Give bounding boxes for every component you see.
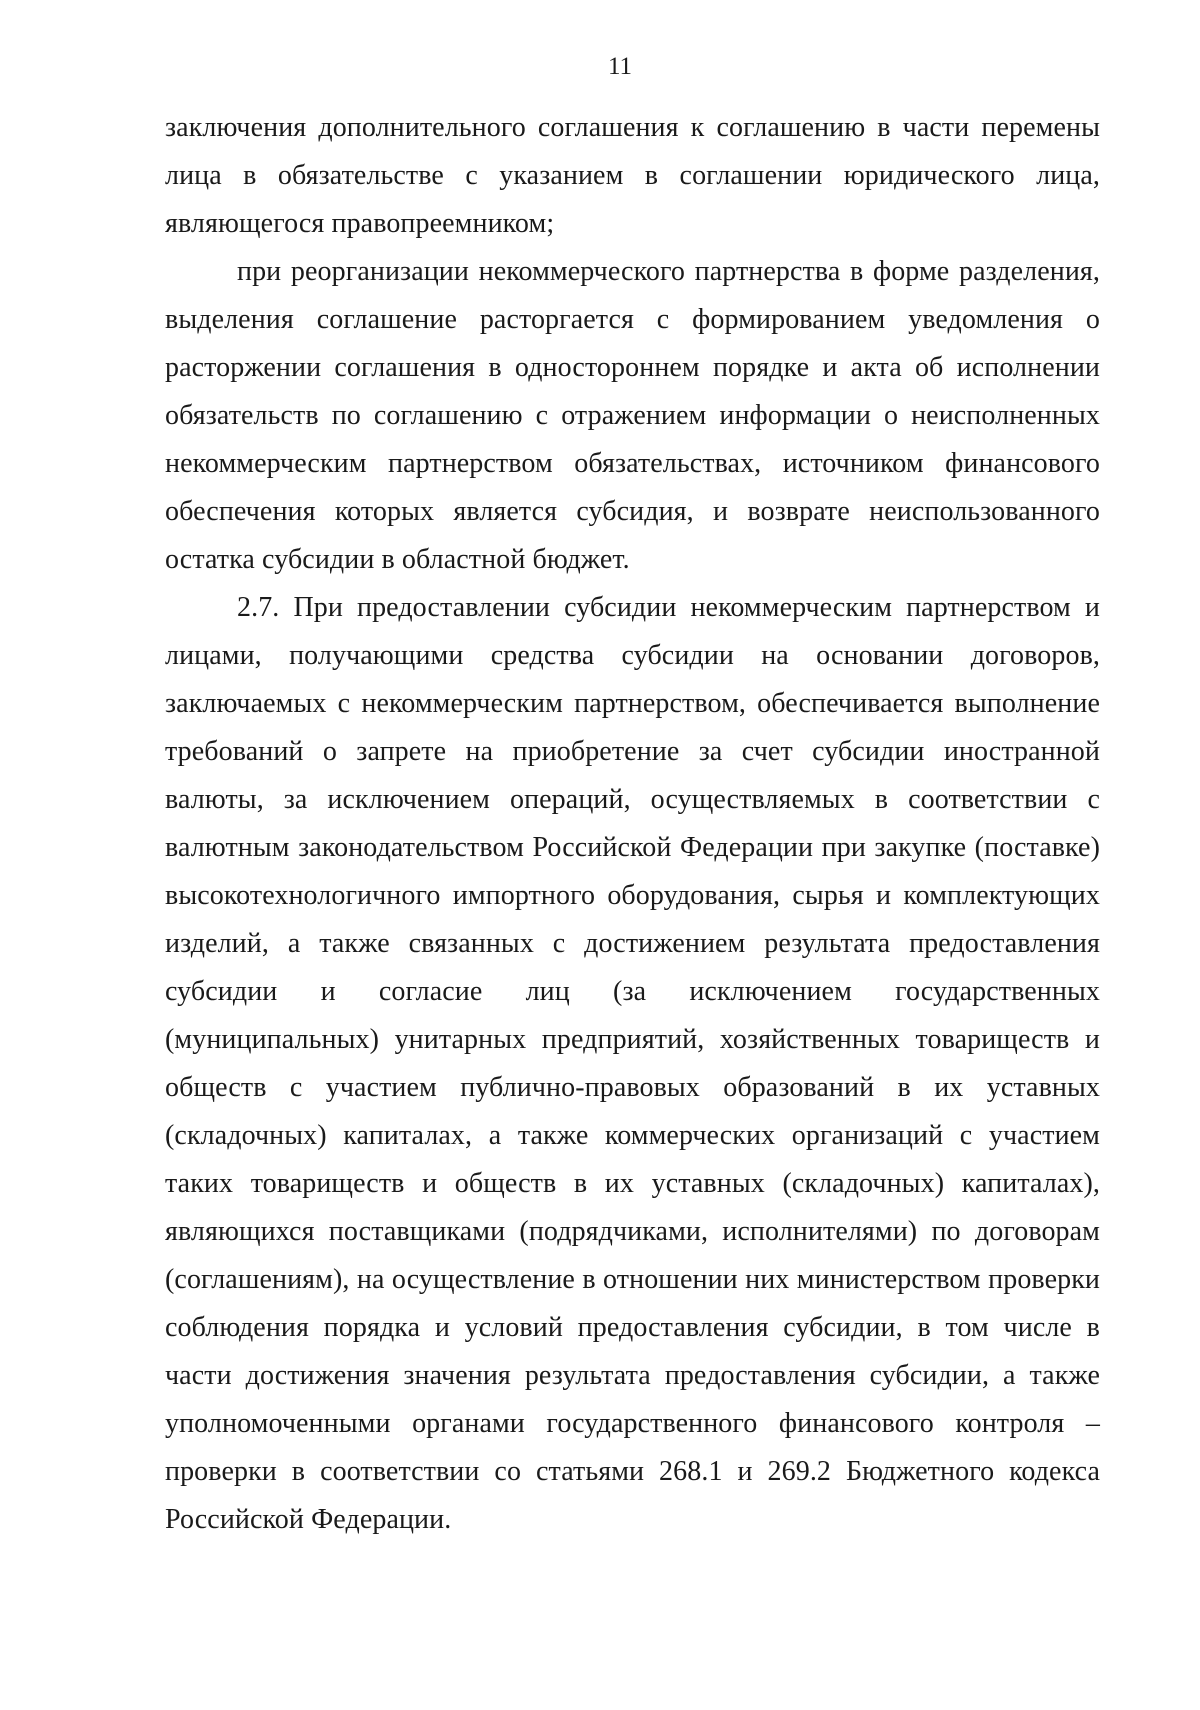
paragraph-2-7: 2.7. При предоставлении субсидии некоммерческим партнерством и лицами, получающими средства субсидии на основании договоров, заключаемых с некоммерческим партнерством, обеспечивается выполнение требований о запрете на приобретение за счет субсидии иностранной валюты, за исключением операций, осуществляемых в соответствии с валютным законодательством Российской Федерации при закупке (поставке) высокотехнологичного импортного оборудования, сырья и комплектующих изделий, а также связанных с достижением результата предоставления субсидии и согласие лиц (за исключением государственных (муниципальных) унитарных предприятий, хозяйственных товариществ и обществ с участием публично-правовых образований в их уставных (складочных) капиталах, а также коммерческих организаций с участием таких товариществ и обществ в их уставных (складочных) капиталах), являющихся поставщиками (подрядчиками, исполнителями) по договорам (соглашениям), на осуществление в отношении них министерством проверки соблюдения порядка и условий предоставления субсидии, в том числе в части достижения значения результата предоставления субсидии, а также уполномоченными органами государственного финансового контроля – проверки в соответствии со статьями 268.1 и 269.2 Бюджетного кодекса Российской Федерации. <box>165 592 1100 1535</box>
paragraph-reorganization: при реорганизации некоммерческого партнерства в форме разделения, выделения соглашение расторгается с формированием уведомления о расторжении соглашения в одностороннем порядке и акта об исполнении обязательств по соглашению с отражением информации о неисполненных некоммерческим партнерством обязательствах, источником финансового обеспечения которых является субсидия, и возврате неиспользованного остатка субсидии в областной бюджет. <box>165 256 1100 575</box>
paragraph-continuation: заключения дополнительного соглашения к соглашению в части перемены лица в обязательстве с указанием в соглашении юридического лица, являющегося правопреемником; <box>165 112 1100 239</box>
page-number: 11 <box>607 53 633 80</box>
document-body <box>165 104 1100 1544</box>
